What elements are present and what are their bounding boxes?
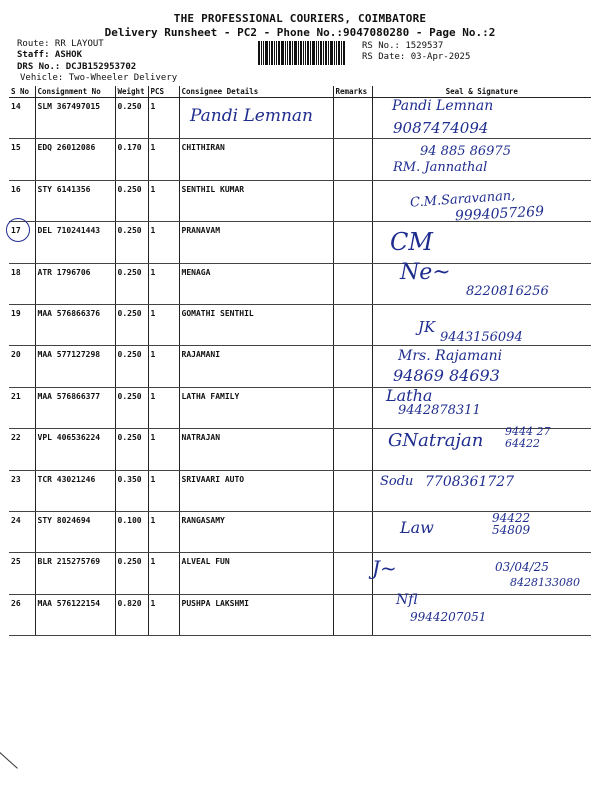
cell-remarks — [333, 470, 372, 511]
col-consignment: Consignment No — [35, 86, 115, 98]
cell-consignment: MAA 576866377 — [35, 387, 115, 428]
cell-consignee: SENTHIL KUMAR — [179, 180, 333, 221]
cell-sno: 20 — [9, 346, 35, 387]
cell-weight: 0.250 — [115, 263, 148, 304]
handwritten-phone-25: 8428133080 — [510, 576, 580, 589]
cell-pcs: 1 — [148, 594, 179, 635]
cell-consignment: MAA 576866376 — [35, 304, 115, 345]
handwritten-signature-26: Nfl — [396, 592, 418, 608]
barcode-bar — [287, 41, 288, 65]
cell-signature — [372, 222, 591, 263]
cell-consignee: SRIVAARI AUTO — [179, 470, 333, 511]
barcode-bar — [263, 41, 264, 65]
cell-weight: 0.250 — [115, 180, 148, 221]
table-row — [9, 387, 591, 428]
cell-consignment: SLM 367497015 — [35, 98, 115, 139]
handwritten-phone-19: 9443156094 — [440, 330, 523, 345]
handwritten-scribble-19: JK — [418, 318, 436, 336]
cell-pcs: 1 — [148, 553, 179, 594]
cell-consignee: RANGASAMY — [179, 511, 333, 552]
cell-consignee: GOMATHI SENTHIL — [179, 304, 333, 345]
barcode-bar — [341, 41, 342, 65]
cell-pcs: 1 — [148, 222, 179, 263]
cell-weight: 0.250 — [115, 553, 148, 594]
cell-sno: 21 — [9, 387, 35, 428]
barcode-bar — [338, 41, 340, 65]
handwritten-circle-mark — [6, 218, 30, 242]
cell-remarks — [333, 139, 372, 180]
cell-consignee: ALVEAL FUN — [179, 553, 333, 594]
handwritten-phone-22: 9444 27 64422 — [505, 425, 551, 450]
barcode-bar — [289, 41, 291, 65]
route-label: Route: RR LAYOUT — [17, 39, 104, 49]
cell-sno: 17 — [9, 222, 35, 263]
barcode-bar — [323, 41, 324, 65]
col-pcs: PCS — [148, 86, 179, 98]
cell-weight: 0.250 — [115, 429, 148, 470]
table-row — [9, 139, 591, 180]
handwritten-signature-14: Pandi Lemnan — [392, 98, 494, 114]
cell-signature — [372, 429, 591, 470]
barcode-bar — [336, 41, 337, 65]
cell-pcs: 1 — [148, 304, 179, 345]
handwritten-phone-24: 94422 54809 — [492, 511, 531, 537]
barcode-bar — [320, 41, 322, 65]
cell-sno: 25 — [9, 553, 35, 594]
cell-signature — [372, 263, 591, 304]
barcode-bar — [328, 41, 329, 65]
col-consignee: Consignee Details — [179, 86, 333, 98]
cell-remarks — [333, 263, 372, 304]
cell-remarks — [333, 429, 372, 470]
handwritten-phone-16: 9994057269 — [454, 203, 545, 225]
barcode-bar — [307, 41, 309, 65]
cell-pcs: 1 — [148, 98, 179, 139]
cell-remarks — [333, 98, 372, 139]
handwritten-phone-15: 94 885 86975 — [420, 144, 511, 159]
barcode-bar — [276, 41, 277, 65]
handwritten-signature-23: Sodu — [380, 474, 414, 489]
handwritten-name-21: Latha — [386, 386, 433, 405]
cell-consignment: MAA 576122154 — [35, 594, 115, 635]
table-row — [9, 511, 591, 552]
cell-weight: 0.100 — [115, 511, 148, 552]
barcode-bar — [318, 41, 319, 65]
cell-signature — [372, 304, 591, 345]
cell-consignment: MAA 577127298 — [35, 346, 115, 387]
cell-signature — [372, 594, 591, 635]
cell-consignment: ATR 1796706 — [35, 263, 115, 304]
rs-date: RS Date: 03-Apr-2025 — [362, 52, 471, 62]
barcode-bar — [330, 41, 333, 65]
cell-weight: 0.250 — [115, 387, 148, 428]
table-row — [9, 304, 591, 345]
barcode-bar — [334, 41, 335, 65]
barcode-bar — [281, 41, 284, 65]
cell-consignment: STY 6141356 — [35, 180, 115, 221]
cell-remarks — [333, 553, 372, 594]
barcode-bar — [285, 41, 286, 65]
runsheet-subtitle: Delivery Runsheet - PC2 - Phone No.:9047080280 - Page No.:2 — [104, 26, 496, 39]
cell-pcs: 1 — [148, 263, 179, 304]
col-sno: S No — [9, 86, 35, 98]
cell-pcs: 1 — [148, 429, 179, 470]
cell-consignee: LATHA FAMILY — [179, 387, 333, 428]
cell-weight: 0.820 — [115, 594, 148, 635]
runsheet-table — [9, 86, 591, 636]
cell-sno: 18 — [9, 263, 35, 304]
handwritten-phone-23: 7708361727 — [425, 474, 515, 490]
cell-consignment: TCR 43021246 — [35, 470, 115, 511]
cell-remarks — [333, 387, 372, 428]
cell-signature — [372, 511, 591, 552]
barcode-bar — [343, 41, 345, 65]
cell-remarks — [333, 222, 372, 263]
cell-remarks — [333, 180, 372, 221]
handwritten-phone-20: 94869 84693 — [393, 366, 500, 385]
cell-weight: 0.350 — [115, 470, 148, 511]
handwritten-consignee-14: Pandi Lemnan — [190, 106, 313, 126]
barcode-bar — [265, 41, 268, 65]
table-row — [9, 346, 591, 387]
col-signature: Seal & Signature — [372, 86, 591, 98]
barcode-bar — [312, 41, 315, 65]
cell-sno: 26 — [9, 594, 35, 635]
table-row — [9, 98, 591, 139]
cell-weight: 0.170 — [115, 139, 148, 180]
cell-sno: 15 — [9, 139, 35, 180]
cell-pcs: 1 — [148, 387, 179, 428]
drs-number: DRS No.: DCJB152953702 — [17, 62, 137, 72]
cell-consignee: PRANAVAM — [179, 222, 333, 263]
handwritten-scribble-18: Ne~ — [400, 260, 451, 285]
rs-number: RS No.: 1529537 — [362, 41, 444, 51]
cell-weight: 0.250 — [115, 222, 148, 263]
col-remarks: Remarks — [333, 86, 372, 98]
barcode-bar — [274, 41, 275, 65]
cell-pcs: 1 — [148, 346, 179, 387]
handwritten-signature-22: GNatrajan — [388, 430, 484, 451]
cell-weight: 0.250 — [115, 346, 148, 387]
cell-signature — [372, 139, 591, 180]
handwritten-phone-26: 9944207051 — [410, 610, 487, 624]
cell-signature — [372, 346, 591, 387]
barcode — [258, 41, 358, 65]
col-weight: Weight — [115, 86, 148, 98]
table-row — [9, 222, 591, 263]
cell-consignment: EDQ 26012086 — [35, 139, 115, 180]
barcode-bar — [325, 41, 327, 65]
cell-sno: 19 — [9, 304, 35, 345]
cell-signature — [372, 180, 591, 221]
cell-signature — [372, 470, 591, 511]
barcode-bar — [271, 41, 273, 65]
cell-weight: 0.250 — [115, 98, 148, 139]
vehicle-label: Vehicle: Two-Wheeler Delivery — [20, 73, 178, 83]
cell-sno: 23 — [9, 470, 35, 511]
cell-signature — [372, 387, 591, 428]
barcode-bar — [298, 41, 299, 65]
barcode-bar — [303, 41, 304, 65]
cell-remarks — [333, 346, 372, 387]
staff-label: Staff: ASHOK — [17, 50, 83, 60]
handwritten-date-25: 03/04/25 — [495, 560, 549, 574]
handwritten-name-20: Mrs. Rajamani — [398, 348, 503, 364]
handwritten-scribble-17: CM — [390, 228, 433, 256]
handwritten-phone-14: 9087474094 — [393, 119, 489, 137]
handwritten-phone-21: 9442878311 — [398, 403, 481, 418]
cell-remarks — [333, 594, 372, 635]
barcode-bar — [278, 41, 280, 65]
table-row — [9, 429, 591, 470]
cell-consignee: CHITHIRAN — [179, 139, 333, 180]
handwritten-name-15: RM. Jannathal — [393, 160, 488, 175]
cell-consignment: STY 8024694 — [35, 511, 115, 552]
barcode-bar — [300, 41, 302, 65]
cell-pcs: 1 — [148, 139, 179, 180]
cell-consignee: NATRAJAN — [179, 429, 333, 470]
handwritten-phone-18: 8220816256 — [466, 284, 549, 299]
cell-consignee: RAJAMANI — [179, 346, 333, 387]
cell-pcs: 1 — [148, 470, 179, 511]
barcode-bar — [294, 41, 297, 65]
cell-sno: 22 — [9, 429, 35, 470]
handwritten-name-16: C.M.Saravanan, — [409, 188, 516, 211]
cell-consignee: MENAGA — [179, 263, 333, 304]
cell-pcs: 1 — [148, 180, 179, 221]
cell-remarks — [333, 304, 372, 345]
cell-consignee: PUSHPA LAKSHMI — [179, 594, 333, 635]
cell-consignment: BLR 215275769 — [35, 553, 115, 594]
cell-consignment: VPL 406536224 — [35, 429, 115, 470]
barcode-bar — [269, 41, 270, 65]
table-row — [9, 594, 591, 635]
table-header-row — [9, 86, 591, 98]
cell-pcs: 1 — [148, 511, 179, 552]
cell-consignment: DEL 710241443 — [35, 222, 115, 263]
barcode-bar — [292, 41, 293, 65]
cell-sno: 16 — [9, 180, 35, 221]
table-row — [9, 470, 591, 511]
cell-consignee — [179, 98, 333, 139]
handwritten-signature-25: J~ — [372, 556, 397, 580]
cell-sno: 14 — [9, 98, 35, 139]
barcode-bar — [261, 41, 262, 65]
barcode-bar — [316, 41, 317, 65]
cell-weight: 0.250 — [115, 304, 148, 345]
handwritten-scribble-24: Law — [400, 518, 434, 537]
table-row — [9, 180, 591, 221]
company-title: THE PROFESSIONAL COURIERS, COIMBATORE — [173, 12, 427, 25]
cell-remarks — [333, 511, 372, 552]
cell-sno: 24 — [9, 511, 35, 552]
page-scratch-mark — [0, 752, 18, 769]
barcode-bar — [258, 41, 260, 65]
barcode-bar — [305, 41, 306, 65]
table-row — [9, 553, 591, 594]
barcode-bar — [310, 41, 311, 65]
cell-signature — [372, 98, 591, 139]
table-row — [9, 263, 591, 304]
cell-signature — [372, 553, 591, 594]
